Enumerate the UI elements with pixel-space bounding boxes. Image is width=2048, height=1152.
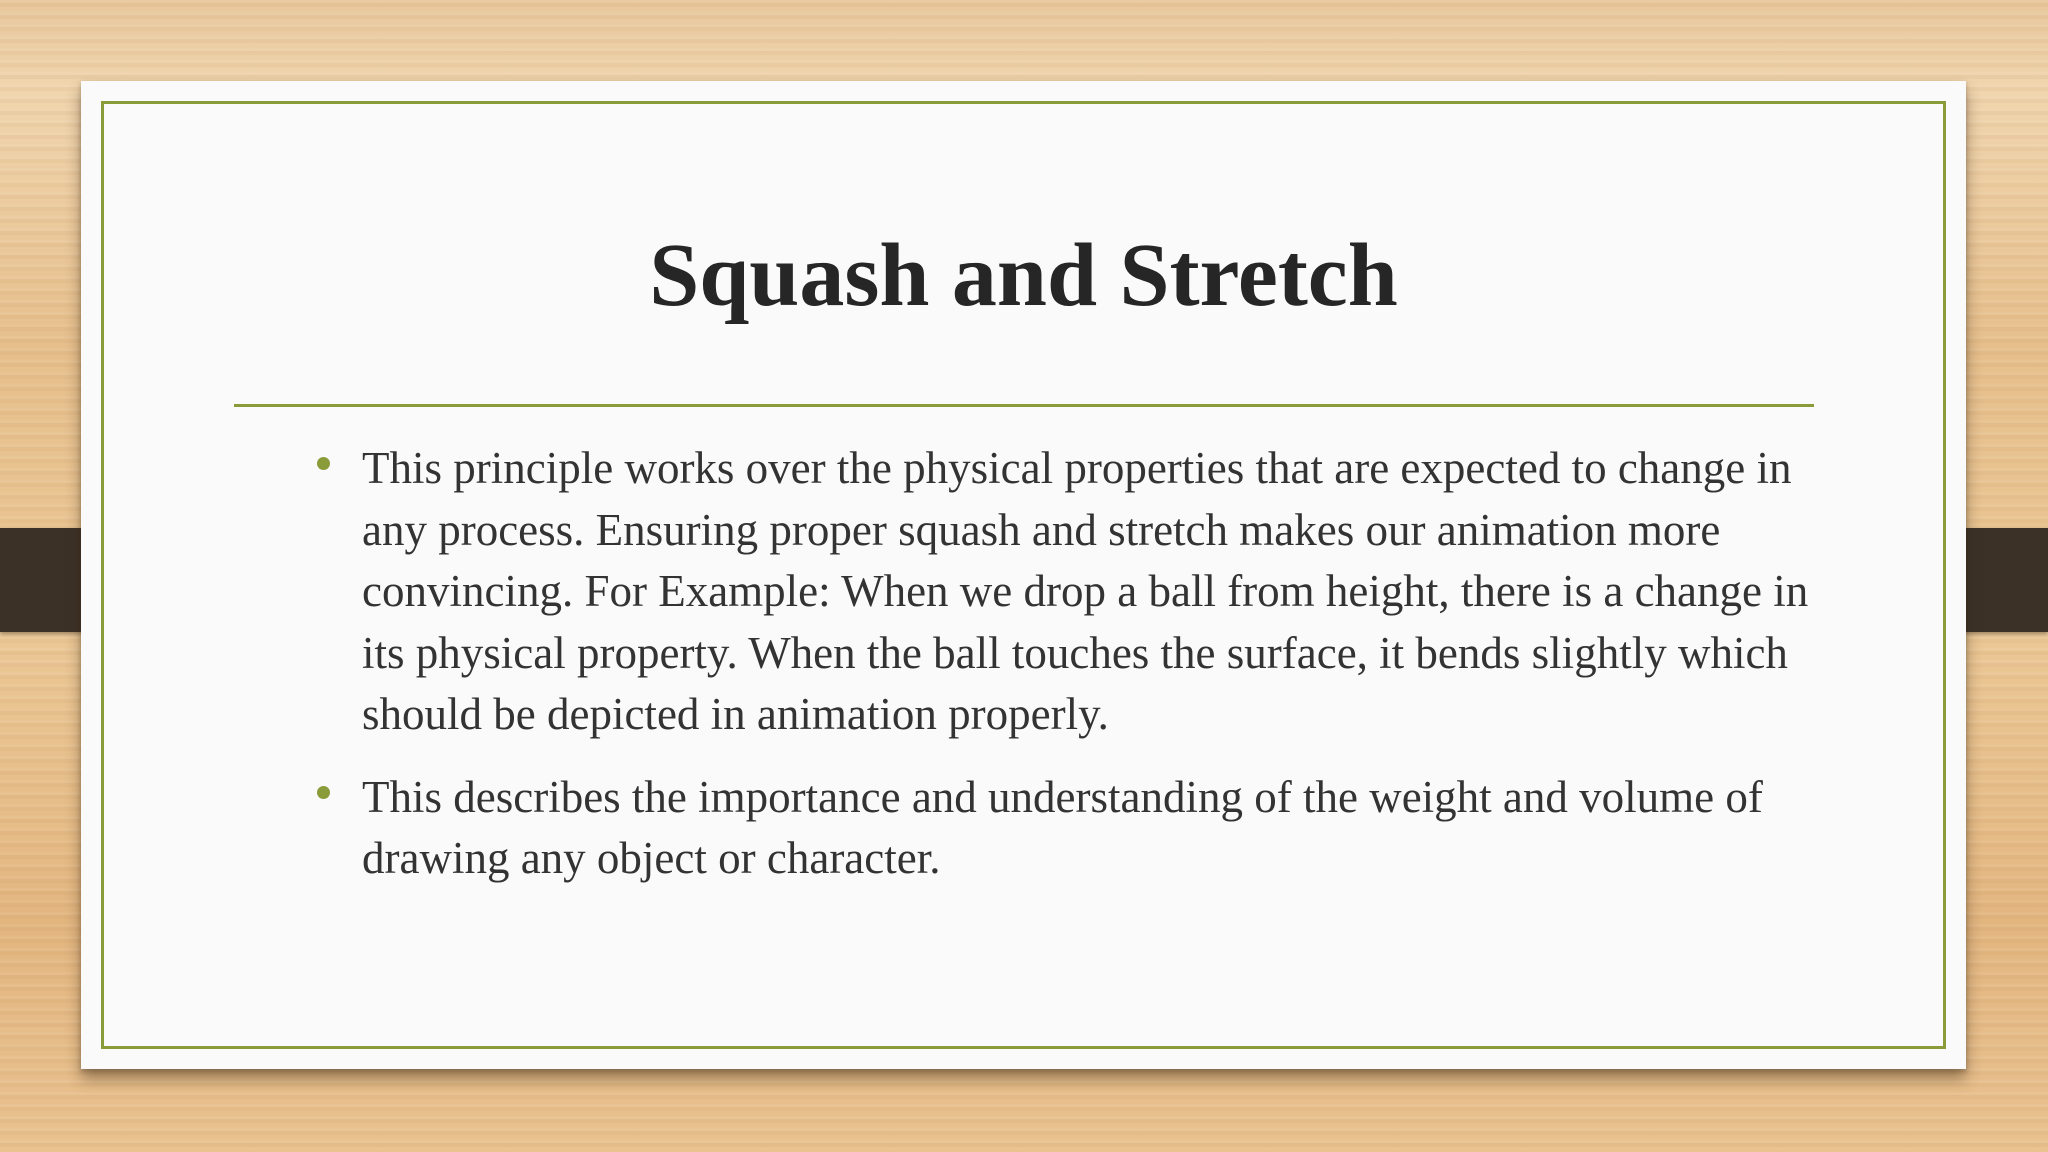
bullet-dot-icon <box>317 457 330 470</box>
bullet-dot-icon <box>317 786 330 799</box>
bullet-item <box>234 767 1834 890</box>
slide <box>81 81 1966 1069</box>
bullet-item <box>234 438 1834 746</box>
bullet-text: This principle works over the physical properties that are expected to change in any process. Ensuring proper squash and stretch makes our animation more convincing. For Example: When we drop a ball from height, there is a change in its physical property. When the ball touches the surface, it bends slightly which should be depicted in animation properly. <box>362 443 1809 739</box>
bullet-text: This describes the importance and understanding of the weight and volume of drawing any object or character. <box>362 771 1763 883</box>
slide-title: Squash and Stretch <box>649 226 1398 325</box>
bullet-list <box>234 438 1834 911</box>
title-divider <box>234 404 1814 407</box>
